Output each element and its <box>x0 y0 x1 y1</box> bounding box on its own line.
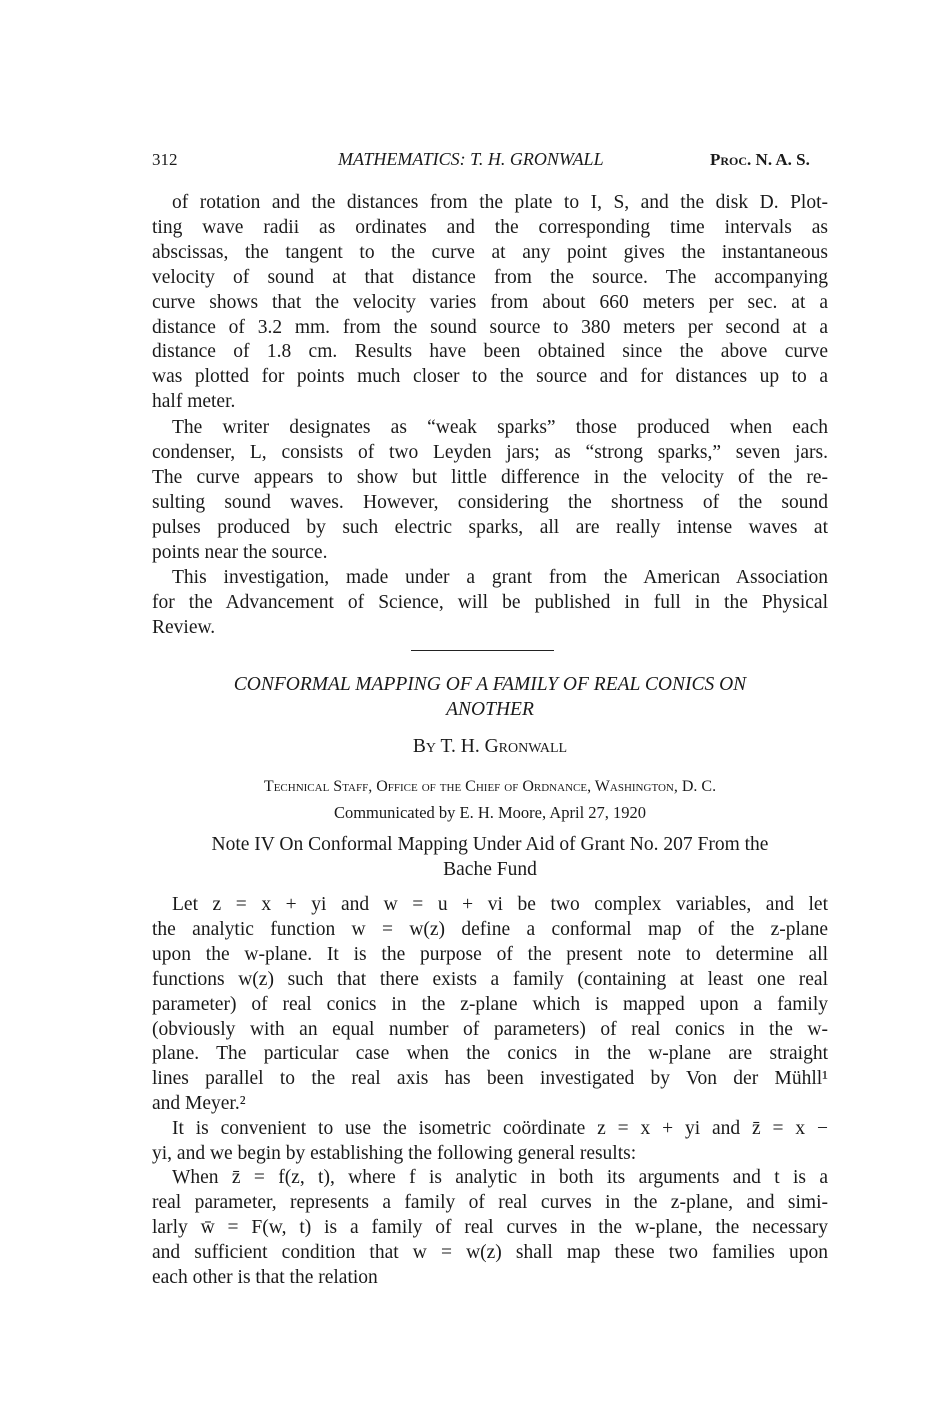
paragraph-line: was plotted for points much closer to the source and for distances up to a <box>152 366 828 388</box>
note-heading-line: Note IV On Conformal Mapping Under Aid of Grant No. 207 From the <box>211 834 769 855</box>
affiliation: Technical Staff, Office of the Chief of Ordnance, Washington, D. C. <box>263 778 717 795</box>
article-title-line: ANOTHER <box>446 699 534 720</box>
paragraph-line: This investigation, made under a grant from the American Association <box>172 567 828 588</box>
paragraph-line: condenser, L, consists of two Leyden jars; as “strong sparks,” seven jars. <box>152 441 828 463</box>
paragraph-line: for the Advancement of Science, will be published in full in the Physical <box>152 591 828 613</box>
note-heading-line: Bache Fund <box>443 859 537 880</box>
paragraph-line: Let z = x + yi and w = u + vi be two complex variables, and let <box>172 894 828 915</box>
paragraph-line: Review. <box>152 616 216 638</box>
paragraph-line: upon the w-plane. It is the purpose of the present note to determine all <box>152 943 828 965</box>
byline: By T. H. Gronwall <box>412 736 568 757</box>
paragraph-line: plane. The particular case when the conics in the w-plane are straight <box>152 1043 828 1065</box>
page-number: 312 <box>152 150 178 169</box>
paragraph-line: and sufficient condition that w = w(z) shall map these two families upon <box>152 1241 828 1263</box>
paragraph-line: the analytic function w = w(z) define a conformal map of the z-plane <box>152 918 828 940</box>
paragraph-line: When z̄ = f(z, t), where f is analytic in both its arguments and t is a <box>172 1167 828 1188</box>
paragraph-line: It is convenient to use the isometric coördinate z = x + yi and z̄ = x − <box>172 1118 828 1139</box>
paragraph-line: each other is that the relation <box>152 1266 378 1288</box>
paragraph-line: ting wave radii as ordinates and the corresponding time intervals as <box>152 216 828 238</box>
paragraph-line: parameter) of real conics in the z-plane which is mapped upon a family <box>152 993 828 1015</box>
paragraph-line: yi, and we begin by establishing the following general results: <box>152 1142 637 1164</box>
paragraph-line: lines parallel to the real axis has been investigated by Von der Mühll¹ <box>152 1068 828 1090</box>
paragraph-line: of rotation and the distances from the plate to I, S, and the disk D. Plot- <box>172 192 828 213</box>
paragraph-line: larly w̄ = F(w, t) is a family of real curves in the w-plane, the necessary <box>152 1216 828 1238</box>
paragraph-line: sulting sound waves. However, considering the shortness of the sound <box>152 491 828 513</box>
section-divider <box>411 650 554 651</box>
paragraph-line: distance of 3.2 mm. from the sound source to 380 meters per second at a <box>152 316 828 338</box>
communicated-by: Communicated by E. H. Moore, April 27, 1920 <box>333 803 647 822</box>
paragraph-line: functions w(z) such that there exists a family (containing at least one real <box>152 968 828 990</box>
article-title-line: CONFORMAL MAPPING OF A FAMILY OF REAL CONICS ON <box>233 674 747 695</box>
paragraph-line: pulses produced by such electric sparks, all are really intense waves at <box>152 516 828 538</box>
paragraph-line: abscissas, the tangent to the curve at any point gives the instantaneous <box>152 241 828 263</box>
paragraph-line: velocity of sound at that distance from the source. The accompanying <box>152 266 828 288</box>
paragraph-line: The writer designates as “weak sparks” those produced when each <box>172 417 828 438</box>
paragraph-line: half meter. <box>152 391 236 413</box>
paragraph-line: (obviously with an equal number of parameters) of real conics in the w- <box>152 1018 828 1040</box>
paragraph-line: and Meyer.² <box>152 1093 246 1115</box>
running-title: MATHEMATICS: T. H. GRONWALL <box>338 149 604 169</box>
paragraph-line: real parameter, represents a family of real curves in the z-plane, and simi- <box>152 1191 828 1213</box>
paragraph-line: distance of 1.8 cm. Results have been obtained since the above curve <box>152 341 828 363</box>
paragraph-line: points near the source. <box>152 541 328 563</box>
paragraph-line: curve shows that the velocity varies from about 660 meters per sec. at a <box>152 291 828 313</box>
journal-name: Proc. N. A. S. <box>710 150 810 169</box>
paragraph-line: The curve appears to show but little difference in the velocity of the re- <box>152 466 828 488</box>
